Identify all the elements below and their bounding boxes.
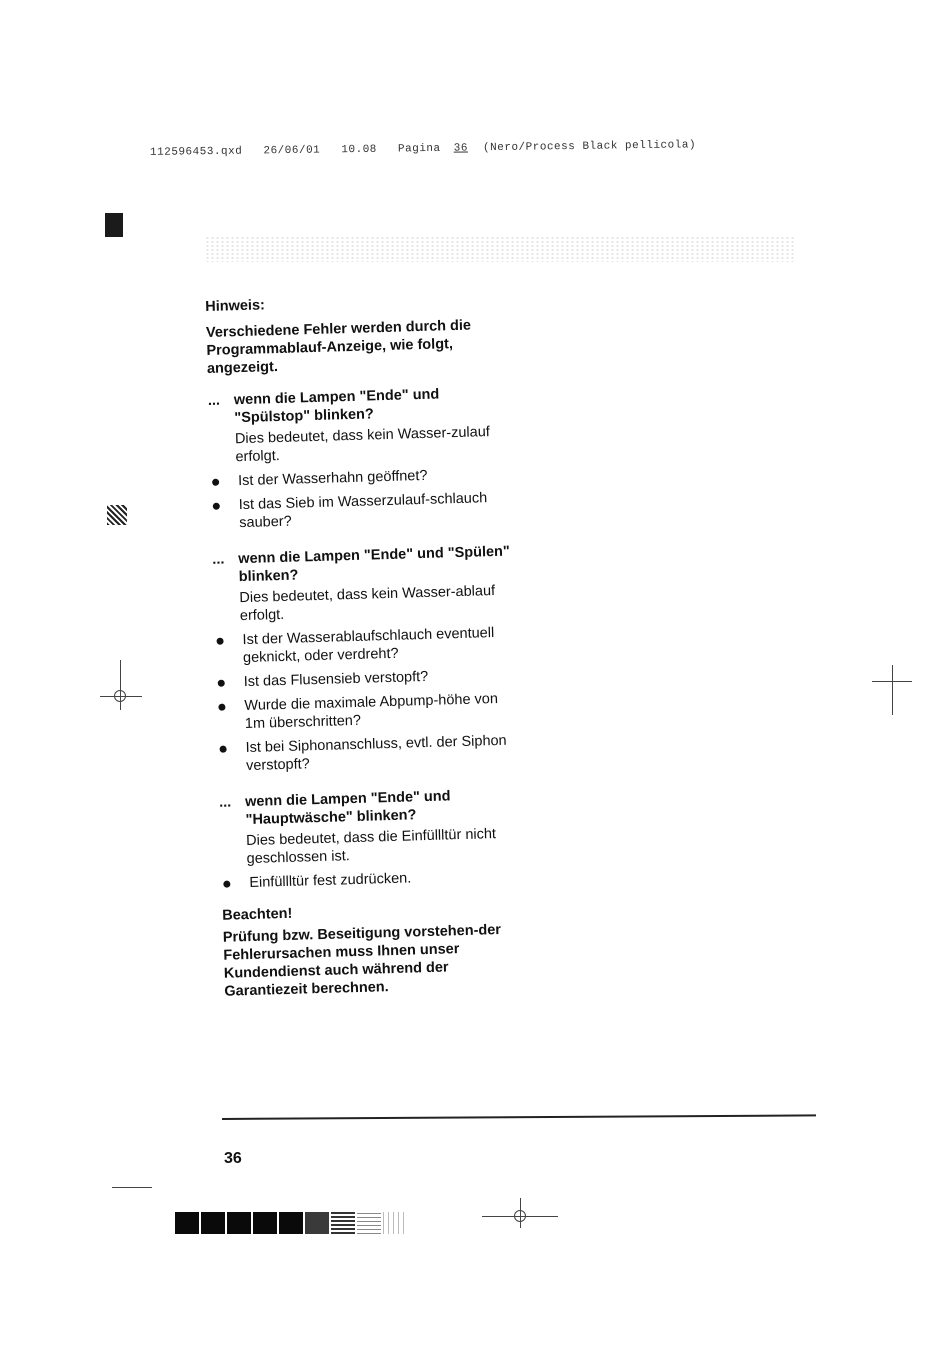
header-file: 112596453.qxd bbox=[149, 145, 243, 159]
density-patch bbox=[357, 1212, 381, 1234]
density-patch bbox=[383, 1212, 407, 1234]
list-item-text: Ist der Wasserhahn geöffnet? bbox=[237, 467, 428, 490]
list-item bbox=[211, 489, 512, 533]
header-page-ref: 36 bbox=[453, 142, 468, 155]
bullet-dot-icon bbox=[218, 680, 225, 687]
error-section bbox=[208, 384, 512, 533]
bullet-dot-icon bbox=[213, 503, 220, 510]
list-item bbox=[217, 731, 518, 775]
list-item-text: Ist bei Siphonanschluss, evtl. der Siphon verstopft? bbox=[245, 732, 507, 775]
crop-line-bottom-left bbox=[112, 1187, 152, 1188]
beachten-title: Beachten! bbox=[222, 905, 293, 924]
list-item bbox=[215, 665, 515, 691]
crop-mark-right bbox=[872, 665, 912, 715]
section-heading bbox=[208, 384, 509, 428]
bullet-dot-icon bbox=[220, 746, 227, 753]
header-time: 10.08 bbox=[341, 143, 377, 157]
main-content bbox=[205, 290, 525, 1001]
bullet-dot-icon bbox=[218, 704, 225, 711]
crop-mark-left bbox=[100, 660, 142, 710]
list-item-text: Ist der Wasserablaufschlauch eventuell geknickt, oder verdreht? bbox=[242, 625, 495, 667]
registration-checker-mark bbox=[107, 505, 127, 525]
hinweis-title: Hinweis: bbox=[205, 297, 266, 315]
ellipsis: ... bbox=[207, 392, 221, 409]
hinweis-text: Verschiedene Fehler werden durch die Programmablauf-Anzeige, wie folgt, angezeigt. bbox=[205, 317, 472, 377]
bullet-dot-icon bbox=[216, 638, 223, 645]
section-heading bbox=[219, 785, 520, 829]
density-patch bbox=[253, 1212, 277, 1234]
density-patch bbox=[201, 1212, 225, 1234]
density-control-bar bbox=[175, 1212, 407, 1234]
density-patch bbox=[305, 1212, 329, 1234]
list-item bbox=[221, 866, 521, 892]
section-heading-text: wenn die Lampen "Ende" und "Spülen" blinken? bbox=[238, 543, 511, 586]
header-date: 26/06/01 bbox=[263, 144, 321, 158]
density-patch bbox=[227, 1212, 251, 1234]
ellipsis: ... bbox=[212, 551, 225, 568]
list-item-text: Einfüllltür fest zudrücken. bbox=[249, 870, 412, 891]
header-plate: (Nero/Process Black pellicola) bbox=[482, 139, 697, 155]
footer-rule bbox=[222, 1114, 816, 1120]
section-heading-text: wenn die Lampen "Ende" und "Spülstop" blinken? bbox=[233, 386, 440, 427]
density-patch bbox=[175, 1212, 199, 1234]
list-item bbox=[210, 465, 510, 491]
section-description: Dies bedeutet, dass kein Wasser-zulauf erfolgt. bbox=[234, 424, 491, 466]
bullet-dot-icon bbox=[223, 881, 230, 888]
beachten-text: Prüfung bzw. Beseitigung vorstehen-der Fehlerursachen muss Ihnen unser Kundendienst auch während der Garantiezeit berechnen. bbox=[222, 921, 502, 1000]
bullet-dot-icon bbox=[212, 479, 219, 486]
density-patch bbox=[279, 1212, 303, 1234]
section-heading bbox=[212, 543, 513, 587]
error-section bbox=[212, 543, 518, 776]
page-number: 36 bbox=[224, 1150, 242, 1167]
section-description: Dies bedeutet, dass kein Wasser-ablauf erfolgt. bbox=[239, 583, 496, 625]
list-item bbox=[216, 689, 517, 733]
list-item-text: Wurde die maximale Abpump-höhe von 1m überschritten? bbox=[244, 690, 499, 733]
list-item-text: Ist das Flusensieb verstopft? bbox=[243, 668, 429, 691]
ellipsis: ... bbox=[218, 794, 232, 811]
print-header bbox=[150, 139, 710, 159]
section-description: Dies bedeutet, dass die Einfüllltür nicht geschlossen ist. bbox=[245, 826, 497, 868]
error-section bbox=[219, 785, 522, 892]
crop-mark-bottom bbox=[482, 1198, 558, 1228]
header-page-label: Pagina bbox=[397, 142, 441, 156]
scan-noise-band bbox=[205, 236, 795, 262]
list-item-text: Ist das Sieb im Wasserzulauf-schlauch sauber? bbox=[238, 490, 488, 532]
density-patch bbox=[331, 1212, 355, 1234]
list-item bbox=[214, 623, 515, 667]
section-heading-text: wenn die Lampen "Ende" und "Hauptwäsche" blinken? bbox=[244, 788, 451, 829]
registration-square-mark bbox=[105, 213, 123, 237]
